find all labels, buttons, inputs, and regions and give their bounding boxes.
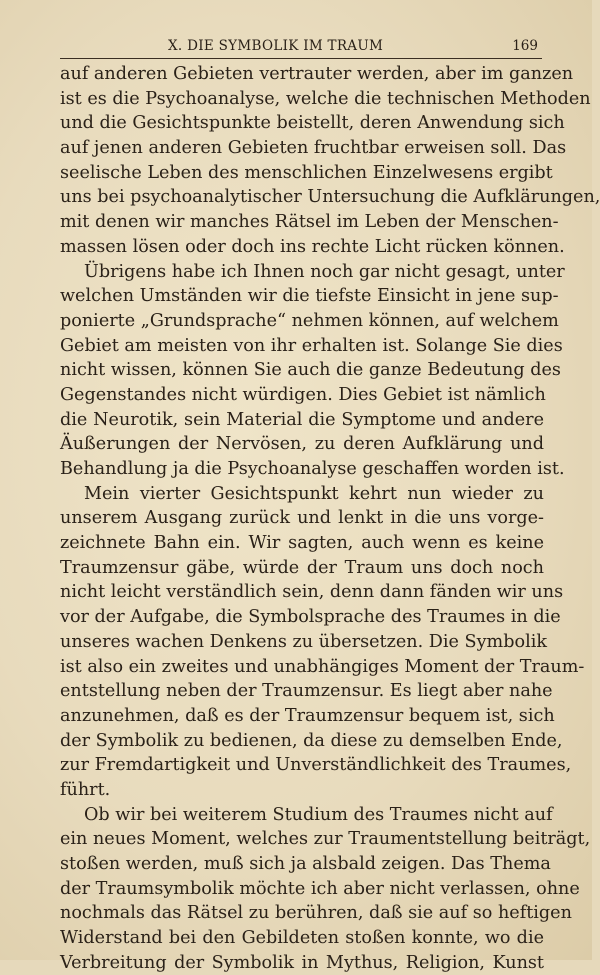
text-line: Äußerungen der Nervösen, zu deren Aufklärung und [60, 434, 544, 455]
text-line: auf anderen Gebieten vertrauter werden, aber im ganzen [60, 64, 574, 84]
text-line: unserem Ausgang zurück und lenkt in die uns vorge- [60, 508, 544, 529]
text-line: führt. [60, 779, 111, 800]
paragraph-first-line: Übrigens habe ich Ihnen noch gar nicht gesagt, unter [84, 261, 565, 282]
text-line: Behandlung ja die Psychoanalyse geschaffen worden ist. [60, 459, 565, 479]
text-line: stoßen werden, muß sich ja alsbald zeigen. Das Thema [60, 854, 551, 874]
text-line: und die Gesichtspunkte beistellt, deren Anwendung sich [60, 113, 565, 134]
text-line: vor der Aufgabe, die Symbolsprache des Traumes in die [60, 607, 561, 628]
text-line: unseres wachen Denkens zu übersetzen. Die Symbolik [60, 631, 547, 652]
text-line: uns bei psychoanalytischer Untersuchung die Aufklärungen, [60, 187, 600, 208]
text-line: ist es die Psychoanalyse, welche die technischen Methoden [60, 88, 591, 109]
paragraph-first-line: Ob wir bei weiterem Studium des Traumes nicht auf [84, 804, 553, 825]
text-line: Widerstand bei den Gebildeten stoßen konnte, wo die [60, 928, 544, 949]
text-line: Gebiet am meisten von ihr erhalten ist. Solange Sie dies [60, 335, 563, 356]
text-line: ein neues Moment, welches zur Traumentstellung beiträgt, [60, 829, 591, 850]
page-number: 169 [512, 38, 538, 54]
text-line: ponierte „Grundsprache“ nehmen können, auf welchem [60, 310, 559, 331]
text-line: zur Fremdartigkeit und Unverständlichkeit des Traumes, [60, 755, 572, 776]
text-line: zeichnete Bahn ein. Wir sagten, auch wenn es keine [60, 533, 544, 554]
text-line: welchen Umständen wir die tiefste Einsicht in jene sup- [60, 286, 559, 307]
text-line: die Neurotik, sein Material die Symptome und andere [60, 409, 544, 430]
text-line: der Symbolik zu bedienen, da diese zu demselben Ende, [60, 730, 563, 751]
text-line: auf jenen anderen Gebieten fruchtbar erweisen soll. Das [60, 138, 567, 159]
paragraph-first-line: Mein vierter Gesichtspunkt kehrt nun wieder zu [84, 483, 544, 504]
text-line: Verbreitung der Symbolik in Mythus, Religion, Kunst [60, 952, 544, 973]
text-line: ist also ein zweites und unabhängiges Moment der Traum- [60, 656, 585, 677]
text-line: nochmals das Rätsel zu berühren, daß sie auf so heftigen [60, 903, 572, 924]
text-line: nicht leicht verständlich sein, denn dann fänden wir uns [60, 582, 564, 603]
text-line: nicht wissen, können Sie auch die ganze Bedeutung des [60, 360, 561, 381]
text-line: mit denen wir manches Rätsel im Leben der Menschen- [60, 212, 559, 233]
text-line: entstellung neben der Traumzensur. Es liegt aber nahe [60, 681, 553, 702]
text-line: seelische Leben des menschlichen Einzelwesens ergibt [60, 162, 553, 183]
text-line: anzunehmen, daß es der Traumzensur bequem ist, sich [60, 705, 555, 726]
text-line: Gegenstandes nicht würdigen. Dies Gebiet ist nämlich [60, 384, 546, 405]
text-line: massen lösen oder doch ins rechte Licht rücken können. [60, 236, 565, 257]
body-text [60, 62, 600, 975]
text-line: der Traumsymbolik möchte ich aber nicht verlassen, ohne [60, 878, 580, 899]
running-title: X. DIE SYMBOLIK IM TRAUM [168, 38, 384, 54]
text-line: Traumzensur gäbe, würde der Traum uns doch noch [60, 557, 544, 578]
page-header [60, 36, 542, 59]
